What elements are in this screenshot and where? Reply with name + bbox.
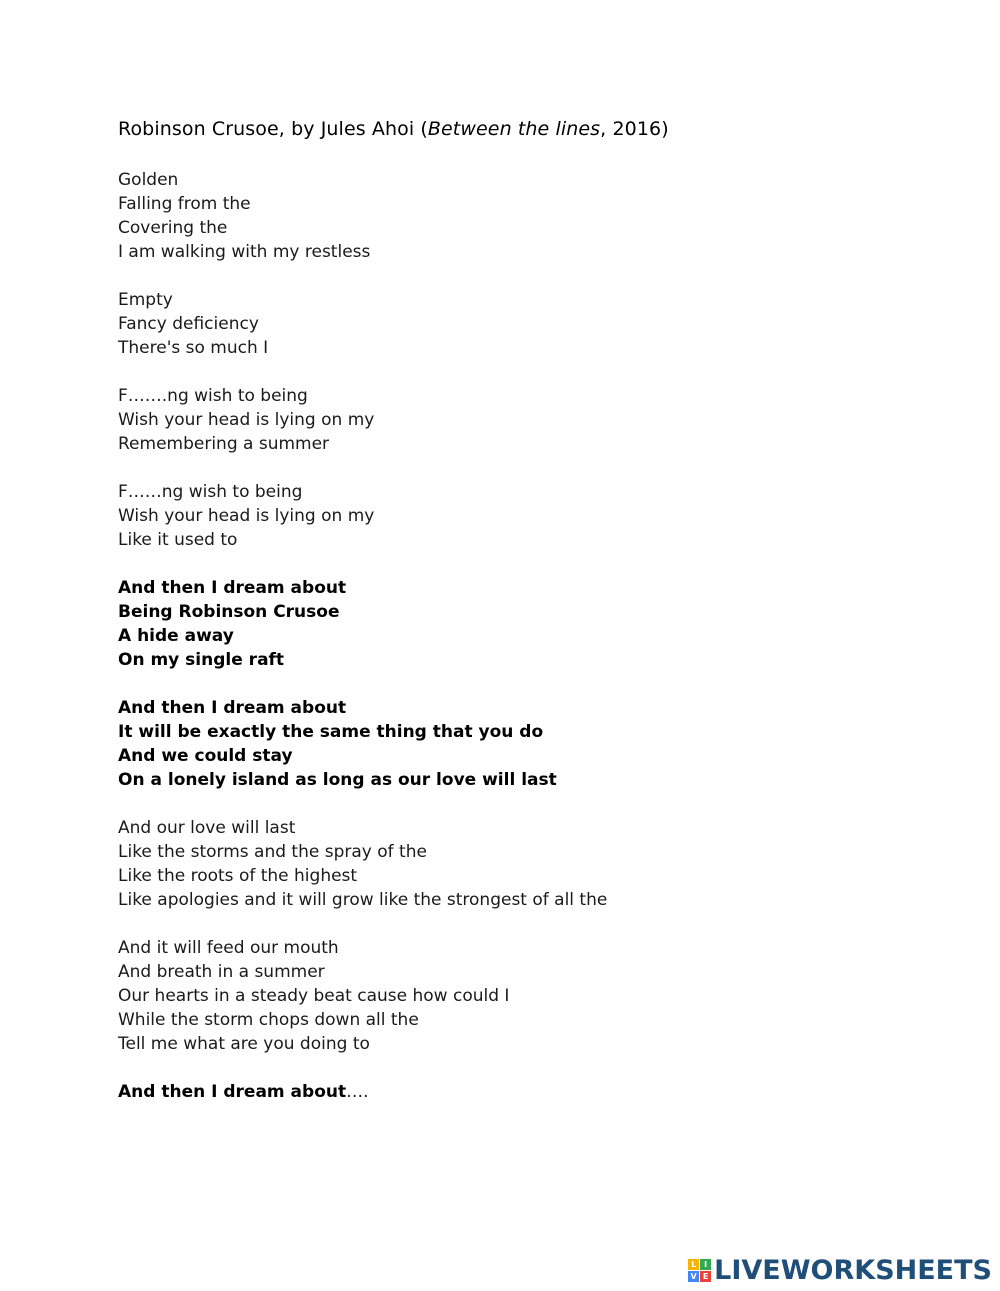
lyric-line: And breath in a summer bbox=[118, 962, 325, 982]
lyric-line: F……ng wish to being bbox=[118, 482, 303, 502]
lyric-line: Covering the bbox=[118, 218, 228, 238]
lyric-line: Like the storms and the spray of the bbox=[118, 842, 427, 862]
lyric-line: On a lonely island as long as our love will last bbox=[118, 770, 557, 790]
title-suffix: , 2016) bbox=[600, 118, 669, 140]
liveworksheets-logo bbox=[688, 1254, 992, 1286]
lyric-line: Like the roots of the highest bbox=[118, 866, 358, 886]
stanza bbox=[118, 288, 918, 360]
stanza bbox=[118, 168, 918, 264]
lyric-line: And we could stay bbox=[118, 746, 293, 766]
logo-square: L bbox=[688, 1259, 699, 1270]
final-lyric-line bbox=[118, 1080, 918, 1104]
lyric-line: It will be exactly the same thing that you do bbox=[118, 722, 544, 742]
lyric-line: F…….ng wish to being bbox=[118, 386, 308, 406]
logo-square: I bbox=[700, 1259, 711, 1270]
title-album-name: Between the lines bbox=[427, 118, 601, 140]
lyric-line: I am walking with my restless bbox=[118, 242, 371, 262]
lyric-line: Our hearts in a steady beat cause how could I bbox=[118, 986, 510, 1006]
lyrics-body bbox=[118, 168, 918, 1104]
stanza bbox=[118, 816, 918, 912]
lyric-line: Empty bbox=[118, 290, 173, 310]
logo-square: E bbox=[700, 1271, 711, 1282]
stanza bbox=[118, 576, 918, 672]
lyric-line: And our love will last bbox=[118, 818, 296, 838]
lyric-line: Falling from the bbox=[118, 194, 251, 214]
logo-text: LIVEWORKSHEETS bbox=[714, 1254, 992, 1286]
final-line-ellipsis: …. bbox=[346, 1082, 369, 1102]
lyric-line: On my single raft bbox=[118, 650, 285, 670]
lyric-line: Fancy deficiency bbox=[118, 314, 259, 334]
lyric-line: And then I dream about bbox=[118, 578, 347, 598]
stanza bbox=[118, 384, 918, 456]
lyric-line: Remembering a summer bbox=[118, 434, 330, 454]
lyric-line: There's so much I bbox=[118, 338, 269, 358]
lyric-line: Like apologies and it will grow like the strongest of all the bbox=[118, 890, 608, 910]
final-line-bold-text: And then I dream about bbox=[118, 1082, 347, 1102]
stanza bbox=[118, 696, 918, 792]
title-prefix: Robinson Crusoe, by Jules Ahoi ( bbox=[118, 118, 428, 140]
lyric-line: Being Robinson Crusoe bbox=[118, 602, 340, 622]
liveworksheets-logo-icon bbox=[688, 1259, 711, 1282]
lyric-line: Wish your head is lying on my bbox=[118, 410, 375, 430]
lyric-line: And it will feed our mouth bbox=[118, 938, 339, 958]
lyric-line: Golden bbox=[118, 170, 179, 190]
lyric-line: Tell me what are you doing to bbox=[118, 1034, 370, 1054]
lyric-line: And then I dream about bbox=[118, 698, 347, 718]
stanza bbox=[118, 936, 918, 1056]
lyric-line: Like it used to bbox=[118, 530, 238, 550]
lyric-line: While the storm chops down all the bbox=[118, 1010, 419, 1030]
logo-square: V bbox=[688, 1271, 699, 1282]
lyric-line: Wish your head is lying on my bbox=[118, 506, 375, 526]
lyric-line: A hide away bbox=[118, 626, 234, 646]
stanza bbox=[118, 480, 918, 552]
page-title bbox=[118, 118, 669, 140]
